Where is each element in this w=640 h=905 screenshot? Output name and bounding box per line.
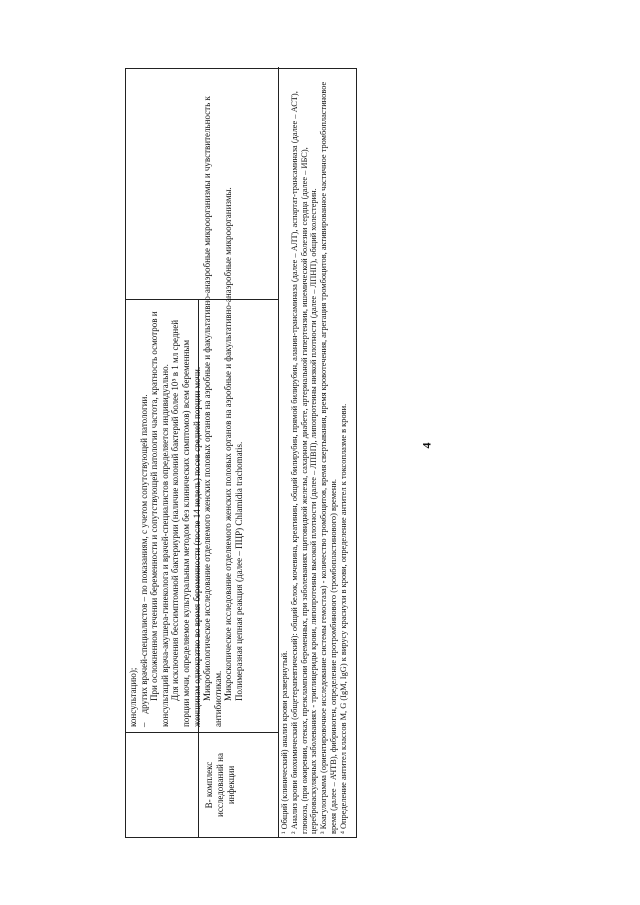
specialists-text: других врачей-специалистов – по показаниям, с учетом сопутствующей патологии. (138, 394, 149, 714)
footnotes (280, 72, 349, 834)
footnote-1: ¹ Общий (клинический) анализ крови развернутый. (280, 650, 289, 834)
microscopic-test: Микроскопическое исследование отделяемого женских половых органов на аэробные и факультативно-анаэробные микроорганизмы. (223, 187, 234, 701)
section-b-label: В- комплекс исследований на инфекции (204, 753, 236, 817)
row-divider (278, 67, 279, 837)
column-divider (126, 732, 278, 733)
dash-mark: – (138, 722, 149, 727)
page-number: 4 (419, 442, 434, 449)
rotated-page-content (125, 68, 357, 838)
document-table (125, 68, 357, 838)
footnote-3: ³ Коагулограмма (ориентировочное исследование системы гемостаза) - количество тромбоцитов, время свертывания, время кровотечения, агрегация тромбоцитов, активированное частичное тромбопластиновое время (далее – АЧТВ), фибриноген, определение протромбинового (тромбопластинового) времени. (319, 81, 338, 834)
consult-line: консультацию); (128, 667, 138, 727)
specialists-item (139, 305, 150, 727)
bacteriuria-paragraph: Для исключения бессимптомной бактериурии (наличие колоний бактерий более 10⁵ в 1 мл средней порции мочи, определяемое культуральным методом без клинических симптомов) всем беременным женщинам однократно во время беременности (после 14 недель) посев средней порции мочи. (170, 319, 202, 727)
section-b-content (202, 73, 244, 727)
pcr-test: Полимеразная цепная реакция (далее – ПЦР) Chlamidia trachomatis. (233, 441, 244, 701)
consultation-cell (128, 305, 202, 727)
footnote-4: ⁴ Определение антител классов M, G (IgM, IgG) к вирусу краснухи в крови, определение антител к токсоплазме в крови. (338, 403, 348, 834)
microbiological-test: Микробиологическое исследование отделяемого женских половых органов на аэробные и факультативно-анаэробные микроорганизмы и чувствительность к антибиотикам. (202, 96, 223, 727)
footnote-2: ² Анализ крови биохимический (общетерапевтический): общий белок, мочевина, креатинин, общий билирубин, прямой билирубин, аланин-трансаминаза (далее – АЛТ), аспартат-трансаминаза (далее – АСТ), глюкоза, (при ожирении, отеках, преэклампсии беременных, при заболеваниях щитовидной железы, сахарном диабете, артериальной гипертензии, ишемической болезни сердца (далее – ИБС), цереброваскулярных заболеваниях - триглицериды крови, липопротеины высокой плотности (далее – ЛПВП), липопротеины низкой плотности (далее – ЛПНП), общий холестерин. (289, 91, 319, 834)
complicated-pregnancy-paragraph: При осложненном течении беременности и сопутствующей патологии частота, кратность осмотров и консультаций врача-акушера-гинеколога и врачей-специалистов определяется индивидуально. (149, 311, 170, 727)
